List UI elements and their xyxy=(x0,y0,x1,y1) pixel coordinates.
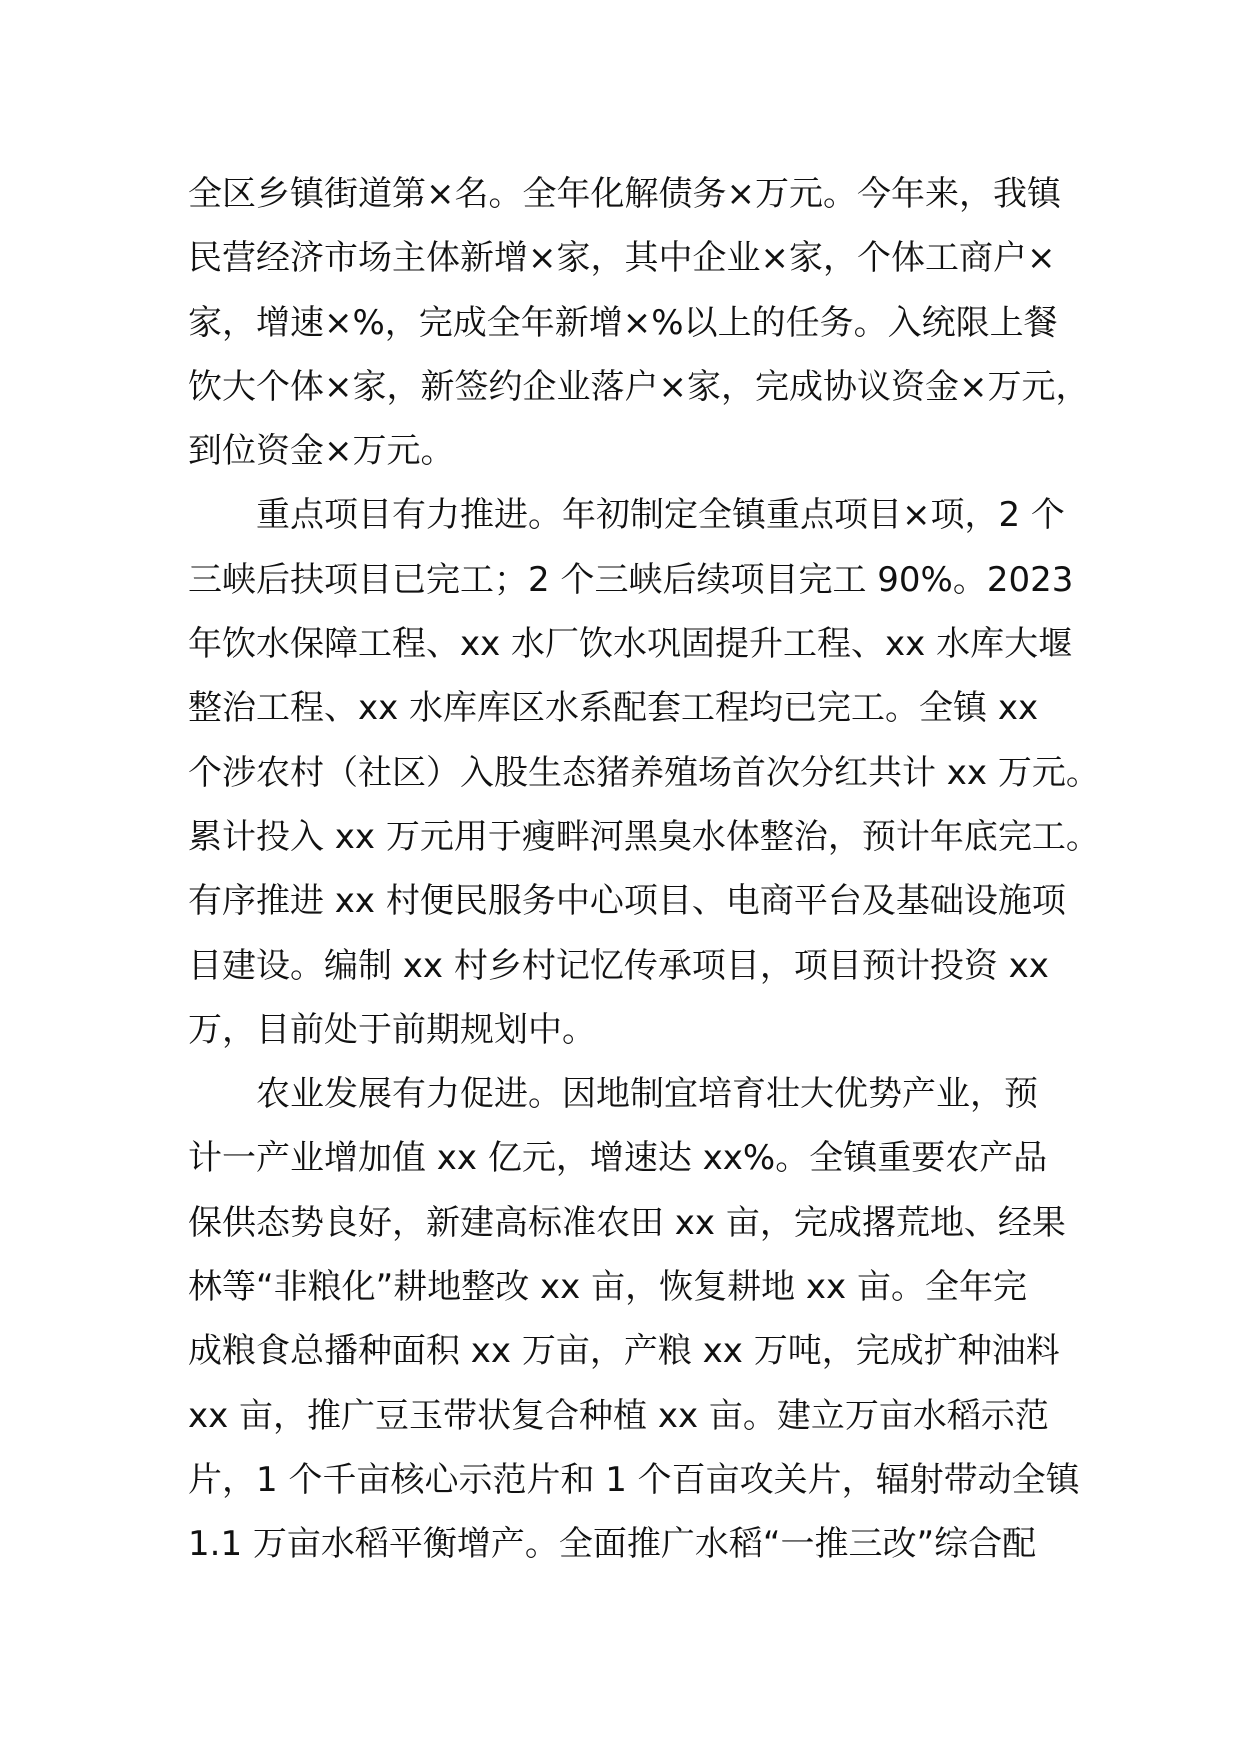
document-page xyxy=(188,162,1100,1577)
text-line: 饮大个体×家，新签约企业落户×家，完成协议资金×万元， xyxy=(188,366,1090,407)
text-line: 片，1 个千亩核心示范片和 1 个百亩攻关片，辐射带动全镇 xyxy=(188,1459,1080,1500)
text-line: 三峡后扶项目已完工；2 个三峡后续项目完工 90%。2023 xyxy=(188,559,1074,600)
text-line: 民营经济市场主体新增×家，其中企业×家，个体工商户× xyxy=(188,238,1056,279)
paragraph-heading-line: 重点项目有力推进。年初制定全镇重点项目×项，2 个 xyxy=(256,495,1065,536)
text-line: 1.1 万亩水稻平衡增产。全面推广水稻“一推三改”综合配 xyxy=(188,1524,1037,1565)
text-line: xx 亩，推广豆玉带状复合种植 xx 亩。建立万亩水稻示范 xyxy=(188,1395,1049,1436)
text-line: 年饮水保障工程、xx 水厂饮水巩固提升工程、xx 水库大堰 xyxy=(188,624,1073,665)
text-line: 整治工程、xx 水库库区水系配套工程均已完工。全镇 xx xyxy=(188,688,1039,729)
text-line: 万，目前处于前期规划中。 xyxy=(188,1009,596,1050)
text-line: 累计投入 xx 万元用于瘦畔河黑臭水体整治，预计年底完工。 xyxy=(188,816,1100,857)
text-line: 到位资金×万元。 xyxy=(188,431,455,472)
text-line: 有序推进 xx 村便民服务中心项目、电商平台及基础设施项 xyxy=(188,881,1066,922)
text-line: 计一产业增加值 xx 亿元，增速达 xx%。全镇重要农产品 xyxy=(188,1138,1048,1179)
paragraph-heading-line: 农业发展有力促进。因地制宜培育壮大优势产业，预 xyxy=(256,1074,1038,1115)
text-line: 全区乡镇街道第×名。全年化解债务×万元。今年来，我镇 xyxy=(188,174,1061,214)
text-line: 保供态势良好，新建高标准农田 xx 亩，完成撂荒地、经果 xyxy=(188,1202,1066,1243)
text-line: 成粮食总播种面积 xx 万亩，产粮 xx 万吨，完成扩种油料 xyxy=(188,1331,1060,1372)
text-line: 家，增速×%，完成全年新增×%以上的任务。入统限上餐 xyxy=(188,302,1058,343)
text-line: 林等“非粮化”耕地整改 xx 亩，恢复耕地 xx 亩。全年完 xyxy=(188,1267,1027,1308)
text-line: 个涉农村（社区）入股生态猪养殖场首次分红共计 xx 万元。 xyxy=(188,752,1100,793)
text-line: 目建设。编制 xx 村乡村记忆传承项目，项目预计投资 xx xyxy=(188,945,1049,986)
